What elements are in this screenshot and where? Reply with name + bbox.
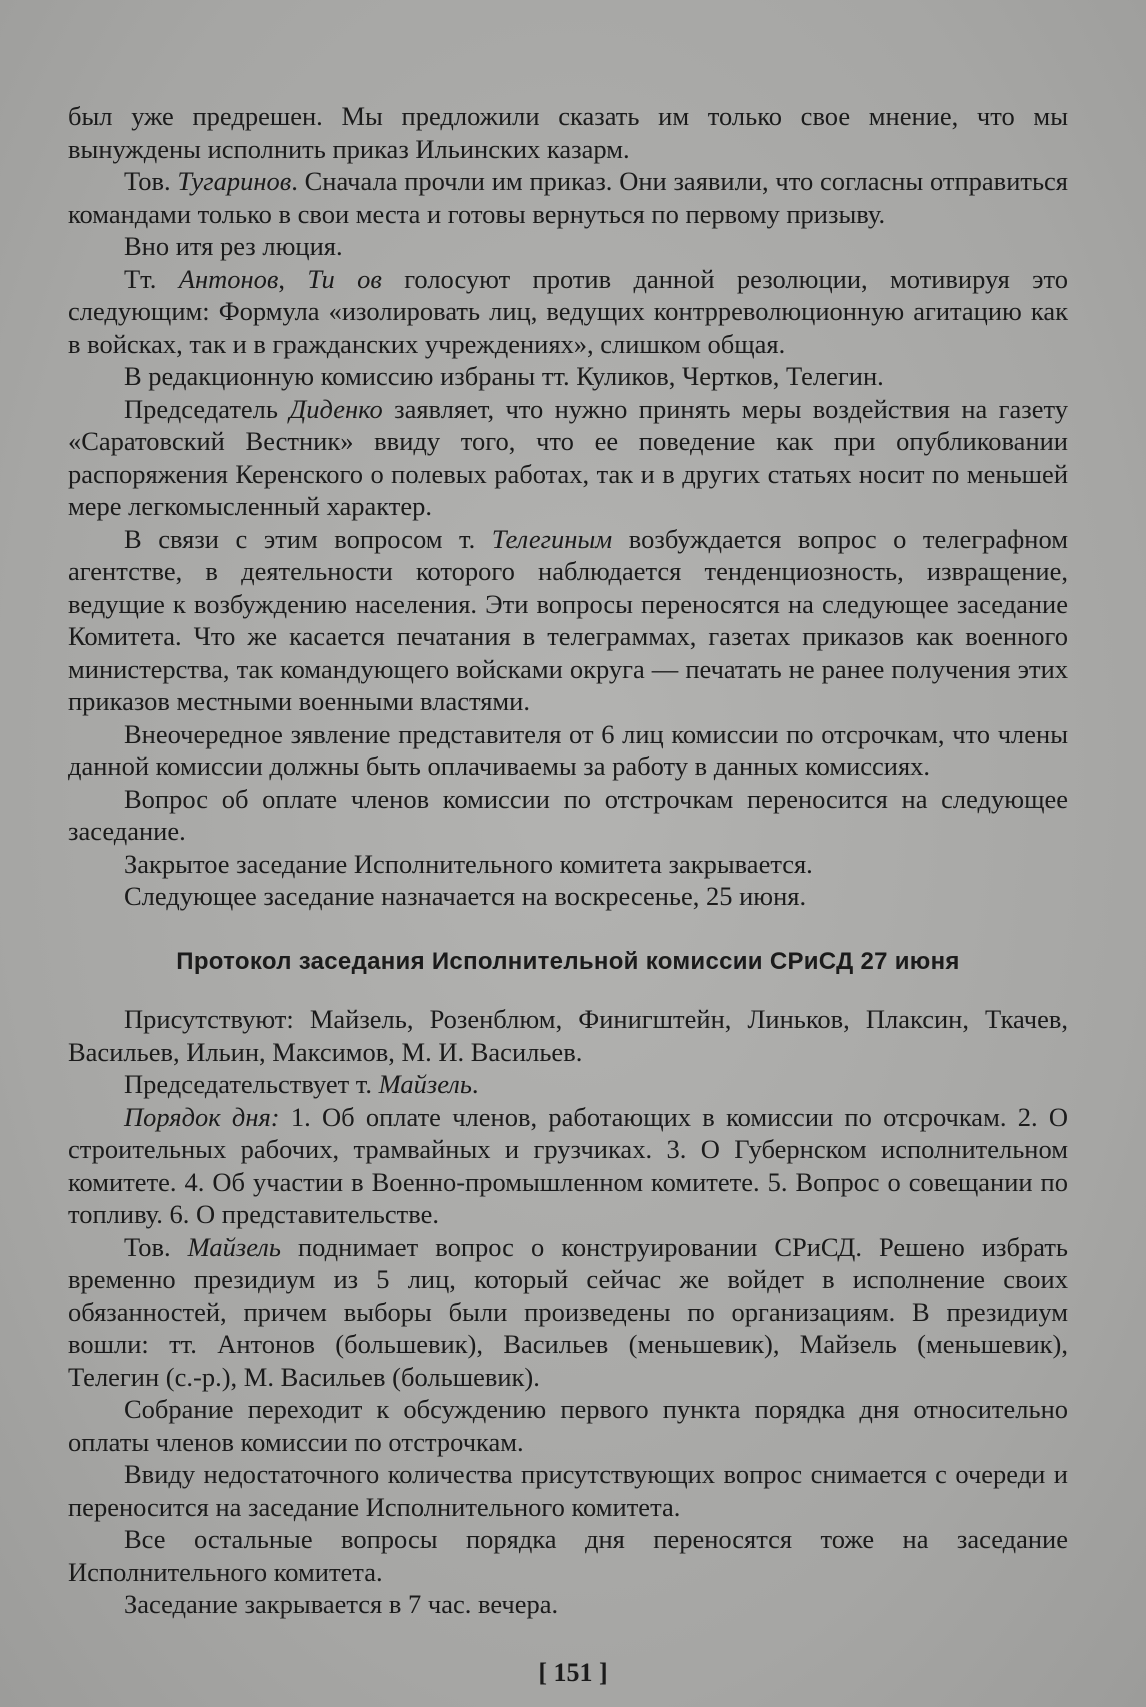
- page-number: [ 151 ]: [538, 1658, 608, 1687]
- speaker-name: Диденко: [289, 393, 383, 424]
- speaker-name: Антонов: [178, 263, 279, 294]
- paragraph: [68, 393, 1068, 523]
- text-run: . Сначала прочли им приказ. Они заявили, что согласны отправиться командами только в свои места и готовы вернуться по первому призыву.: [68, 166, 1068, 229]
- paragraph: Вопрос об оплате членов комиссии по отстрочкам переносится на следующее заседание.: [68, 783, 1068, 846]
- agenda-label: Порядок дня:: [124, 1101, 280, 1132]
- paragraph: Закрытое заседание Исполнительного комитета закрывается.: [124, 848, 813, 879]
- text-run: Тт.: [124, 263, 179, 294]
- paragraph: [68, 263, 1068, 361]
- paragraph: Все остальные вопросы порядка дня переносятся тоже на заседание Исполнительного комитета.: [68, 1524, 1068, 1587]
- paragraph: Собрание переходит к обсуждению первого пункта порядка дня относительно оплаты членов комиссии по отстрочкам.: [68, 1394, 1068, 1457]
- text-run: поднимает вопрос о конструировании СРиСД. Решено избрать временно президиум из 5 лиц, который сейчас же войдет в исполнение своих обязанностей, причем выборы были произведены по организациям. В президиум вошли: тт. Антонов (большевик), Васильев (меньшевик), Майзель (меньшевик), Телегин (с.-р.), М. Васильев (большевик).: [68, 1231, 1068, 1392]
- paragraph: [68, 1068, 1068, 1101]
- paragraph: Присутствуют: Майзель, Розенблюм, Финигштейн, Линьков, Плаксин, Ткачев, Васильев, Ильин, Максимов, М. И. Васильев.: [68, 1004, 1068, 1067]
- paragraph: Вно итя рез люция.: [124, 231, 343, 261]
- text-run: Тов.: [124, 166, 178, 196]
- paragraph: Следующее заседание назначается на воскресенье, 25 июня.: [124, 881, 807, 911]
- text-run: Председатель: [124, 393, 290, 424]
- paragraph: был уже предрешен. Мы предложили сказать им только свое мнение, что мы вынуждены исполнить приказ Ильинских казарм.: [68, 101, 1068, 164]
- text-run: .: [471, 1069, 479, 1099]
- text-run: Тов.: [124, 1231, 188, 1262]
- speaker-name: Тугаринов: [177, 166, 292, 196]
- paragraph: В редакционную комиссию избраны тт. Куликов, Чертков, Телегин.: [124, 361, 884, 391]
- section-heading: Протокол заседания Исполнительной комиссии СРиСД 27 июня: [176, 948, 960, 975]
- text-run: возбуждается вопрос о телеграфном агентстве, в деятельности которого наблюдается тенденциозность, извращение, ведущие к возбуждению населения. Эти вопросы переносятся на следующее заседание Комитета. Что же касается печатания в телеграммах, газетах приказов как военного министерства, так командующего войсками округа — печатать не ранее получения этих приказов местными военными властями.: [68, 523, 1068, 716]
- text-run: голосуют против данной резолюции, мотивируя это следующим: Формула «изолировать лиц, ведущих контрреволюционную агитацию как в войсках, так и в гражданских учреждениях», слишком общая.: [68, 263, 1069, 359]
- speaker-name: Ти ов: [307, 263, 382, 294]
- text-block-upper: [68, 100, 1068, 913]
- text-run: заявляет, что нужно принять меры воздействия на газету «Саратовский Вестник» ввиду того, что ее поведение как при опубликовании распоряжения Керенского о полевых работах, так и в других статьях носит по меньшей мере легкомысленный характер.: [68, 393, 1068, 521]
- text-run: 1. Об оплате членов, работающих в комиссии по отсрочкам. 2. О строительных рабочих, трамвайных и грузчиках. 3. О Губернском исполнительном комитете. 4. Об участии в Военно-промышленном комитете. 5. Вопрос о совещании по топливу. 6. О представительстве.: [68, 1101, 1068, 1229]
- paragraph: Заседание закрывается в 7 час. вечера.: [124, 1589, 559, 1619]
- paragraph: Ввиду недостаточного количества присутствующих вопрос снимается с очереди и переносится на заседание Исполнительного комитета.: [68, 1459, 1068, 1522]
- text-block-lower: [68, 1003, 1068, 1621]
- speaker-name: Майзель: [378, 1069, 472, 1099]
- paragraph: [68, 165, 1068, 230]
- paragraph: Внеочередное зявление представителя от 6 лиц комиссии по отсрочкам, что члены данной комиссии должны быть оплачиваемы за работу в данных комиссиях.: [68, 718, 1068, 781]
- text-run: Председательствует т.: [124, 1069, 379, 1099]
- speaker-name: Телегиным: [491, 523, 613, 554]
- paragraph: [68, 523, 1068, 718]
- text-run: ,: [278, 263, 308, 294]
- text-run: В связи с этим вопросом т.: [124, 523, 492, 554]
- speaker-name: Майзель: [187, 1231, 281, 1262]
- paragraph: [68, 1231, 1068, 1394]
- paragraph: [68, 1101, 1068, 1231]
